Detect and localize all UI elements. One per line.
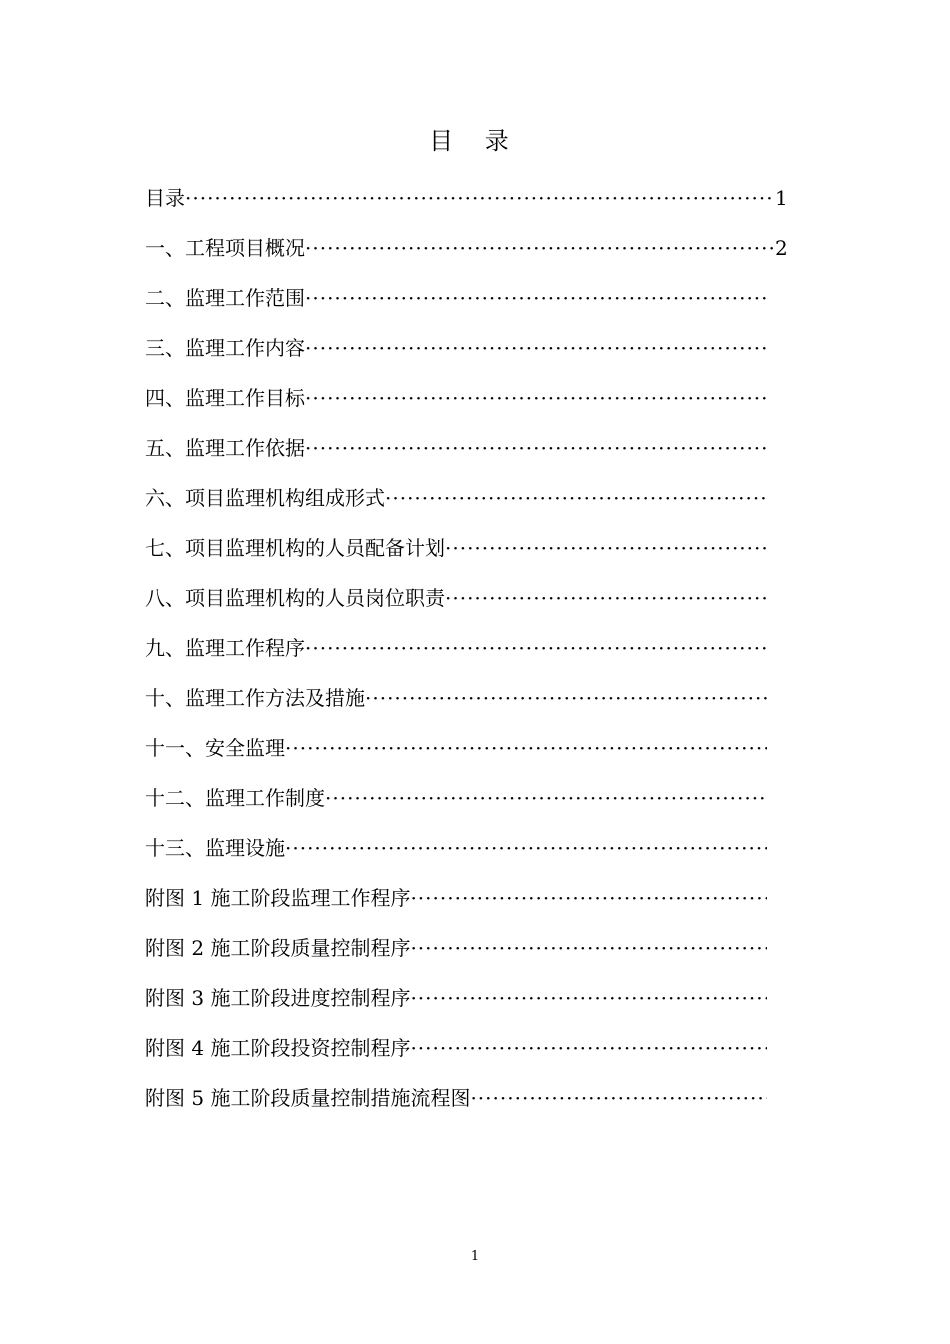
toc-entry-label: 附图 4 施工阶段投资控制程序 — [145, 1036, 411, 1060]
toc-entry[interactable] — [145, 223, 788, 273]
toc-dot-leader — [285, 731, 767, 765]
toc-entry-label: 附图 2 施工阶段质量控制程序 — [145, 936, 411, 960]
toc-dot-leader — [305, 281, 767, 315]
toc-entry[interactable] — [145, 773, 785, 823]
toc-entry[interactable] — [145, 173, 788, 223]
toc-dot-leader — [410, 1031, 767, 1065]
toc-entry[interactable] — [145, 1073, 785, 1123]
toc-dot-leader — [325, 781, 767, 815]
toc-entry-label: 十三、监理设施 — [145, 836, 285, 860]
toc-entry-label: 六、项目监理机构组成形式 — [145, 486, 385, 510]
toc-entry[interactable] — [145, 673, 785, 723]
toc-entry[interactable] — [145, 623, 785, 673]
toc-dot-leader — [305, 331, 767, 365]
toc-dot-leader — [410, 881, 767, 915]
toc-page-number: 2 — [775, 236, 788, 260]
toc-entry-label: 附图 5 施工阶段质量控制措施流程图 — [145, 1086, 471, 1110]
toc-dot-leader — [185, 181, 775, 215]
toc-dot-leader — [305, 431, 767, 465]
toc-dot-leader — [305, 381, 767, 415]
toc-entry-label: 三、监理工作内容 — [145, 336, 305, 360]
toc-entry-label: 七、项目监理机构的人员配备计划 — [145, 536, 445, 560]
toc-dot-leader — [470, 1081, 767, 1115]
toc-entry[interactable] — [145, 1023, 785, 1073]
toc-dot-leader — [305, 231, 775, 265]
toc-entry-label: 十二、监理工作制度 — [145, 786, 325, 810]
toc-entry-label: 十、监理工作方法及措施 — [145, 686, 365, 710]
toc-entry[interactable] — [145, 573, 785, 623]
toc-dot-leader — [410, 981, 767, 1015]
toc-entry[interactable] — [145, 323, 785, 373]
table-of-contents — [145, 173, 788, 1123]
toc-entry[interactable] — [145, 473, 785, 523]
toc-entry[interactable] — [145, 423, 785, 473]
toc-dot-leader — [305, 631, 767, 665]
toc-entry-label: 附图 1 施工阶段监理工作程序 — [145, 886, 411, 910]
toc-entry-label: 九、监理工作程序 — [145, 636, 305, 660]
toc-entry[interactable] — [145, 823, 785, 873]
toc-entry[interactable] — [145, 523, 785, 573]
page-title: 目 录 — [429, 127, 521, 155]
toc-entry[interactable] — [145, 973, 785, 1023]
toc-entry[interactable] — [145, 923, 785, 973]
toc-entry-label: 十一、安全监理 — [145, 736, 285, 760]
toc-entry[interactable] — [145, 873, 785, 923]
toc-dot-leader — [385, 481, 767, 515]
toc-entry-label: 目录 — [145, 186, 185, 210]
toc-entry[interactable] — [145, 373, 785, 423]
toc-entry-label: 八、项目监理机构的人员岗位职责 — [145, 586, 445, 610]
toc-entry-label: 附图 3 施工阶段进度控制程序 — [145, 986, 411, 1010]
toc-entry[interactable] — [145, 723, 785, 773]
footer-page-number: 1 — [470, 1249, 480, 1264]
toc-entry-label: 一、工程项目概况 — [145, 236, 305, 260]
toc-entry-label: 五、监理工作依据 — [145, 436, 305, 460]
toc-dot-leader — [285, 831, 767, 865]
toc-page-number: 1 — [775, 186, 788, 210]
toc-dot-leader — [410, 931, 767, 965]
toc-entry-label: 二、监理工作范围 — [145, 286, 305, 310]
toc-dot-leader — [445, 531, 767, 565]
toc-entry[interactable] — [145, 273, 785, 323]
toc-dot-leader — [365, 681, 767, 715]
toc-entry-label: 四、监理工作目标 — [145, 386, 305, 410]
toc-dot-leader — [445, 581, 767, 615]
